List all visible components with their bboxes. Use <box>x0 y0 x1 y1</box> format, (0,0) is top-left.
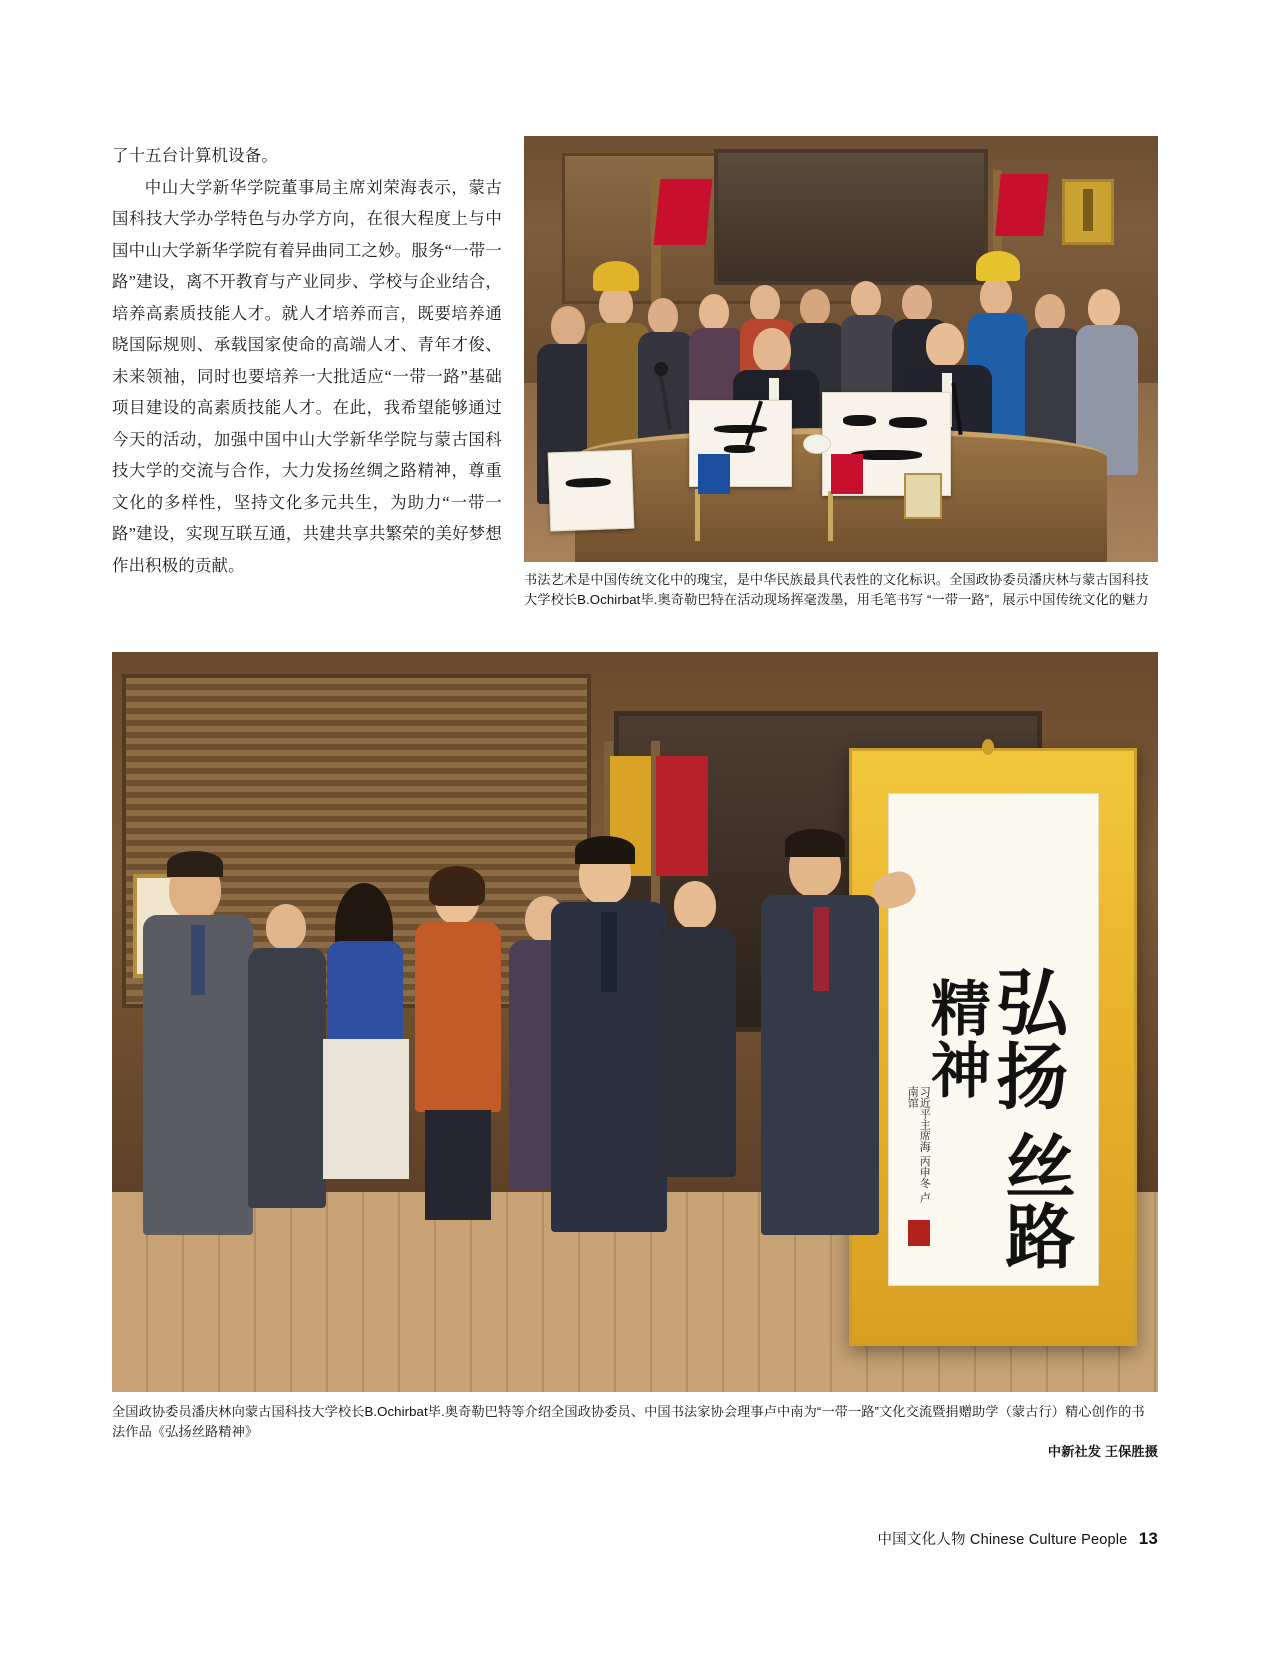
desk-flag-china <box>831 454 863 494</box>
desk-flagpole <box>695 489 700 541</box>
microphone-icon <box>654 362 668 376</box>
caption-bottom <box>112 1402 1158 1462</box>
calligraphy-paper <box>548 450 635 532</box>
scroll-hanger <box>982 739 994 755</box>
photo-top <box>524 136 1158 562</box>
mongolia-flag <box>654 179 713 245</box>
page-footer <box>877 1528 1158 1549</box>
scroll-column-left: 精神 <box>920 977 991 1102</box>
desk-flagpole <box>828 491 833 541</box>
article-body <box>112 140 502 581</box>
calligraphy-scroll <box>849 748 1137 1346</box>
projection-screen <box>714 149 988 285</box>
caption-top: 书法艺术是中国传统文化中的瑰宝，是中华民族最具代表性的文化标识。全国政协委员潘庆林与蒙古国科技大学校长B.Ochirbat毕.奥奇勒巴特在活动现场挥毫泼墨，用毛笔书写 “一带一路”，展示中国传统文化的魅力 <box>524 572 1149 607</box>
scroll-column-right: 弘扬 <box>984 965 1070 1114</box>
article-paragraph: 了十五台计算机设备。 <box>112 146 278 165</box>
page-number: 13 <box>1138 1529 1158 1548</box>
scroll-paper <box>888 793 1099 1286</box>
photo-credit: 中新社发 王保胜摄 <box>1047 1444 1158 1459</box>
desk-flag-mongolia <box>698 454 730 494</box>
mongolia-emblem-icon <box>1062 179 1114 245</box>
photo-bottom-scene <box>112 652 1158 1392</box>
scroll-signature: 习近平主席海 丙申冬 卢南馆 <box>906 1086 932 1204</box>
china-flag <box>996 174 1049 236</box>
award-plaque <box>904 473 942 519</box>
flag-red <box>656 756 708 876</box>
traditional-hat <box>593 261 639 291</box>
scroll-seal <box>908 1220 930 1246</box>
article-paragraph: 中山大学新华学院董事局主席刘荣海表示，蒙古国科技大学办学特色与办学方向，在很大程度上与中国中山大学新华学院有着异曲同工之妙。服务“一带一路”建设，离不开教育与产业同步、学校与企业结合，培养高素质技能人才。就人才培养而言，既要培养通晓国际规则、承载国家使命的高端人才、青年才俊、未来领袖，同时也要培养一大批适应“一带一路”基础项目建设的高素质技能人才。在此，我希望能够通过今天的活动，加强中国中山大学新华学院与蒙古国科技大学的交流与合作，大力发扬丝绸之路精神，尊重文化的多样性，坚持文化多元共生，为助力“一带一路”建设，实现互联互通，共建共享共繁荣的美好梦想作出积极的贡献。 <box>112 177 502 575</box>
scroll-column-bottom: 丝路 <box>993 1130 1077 1271</box>
photo-bottom <box>112 652 1158 1392</box>
publication-name: 中国文化人物 Chinese Culture People <box>877 1532 1128 1548</box>
photo-top-scene <box>524 136 1158 562</box>
traditional-hat <box>976 251 1020 281</box>
caption-bottom-text: 全国政协委员潘庆林向蒙古国科技大学校长B.Ochirbat毕.奥奇勒巴特等介绍全国政协委员、中国书法家协会理事卢中南为“一带一路”文化交流暨捐赠助学（蒙古行）精心创作的书法作品《弘扬丝路精神》 <box>112 1404 1145 1439</box>
